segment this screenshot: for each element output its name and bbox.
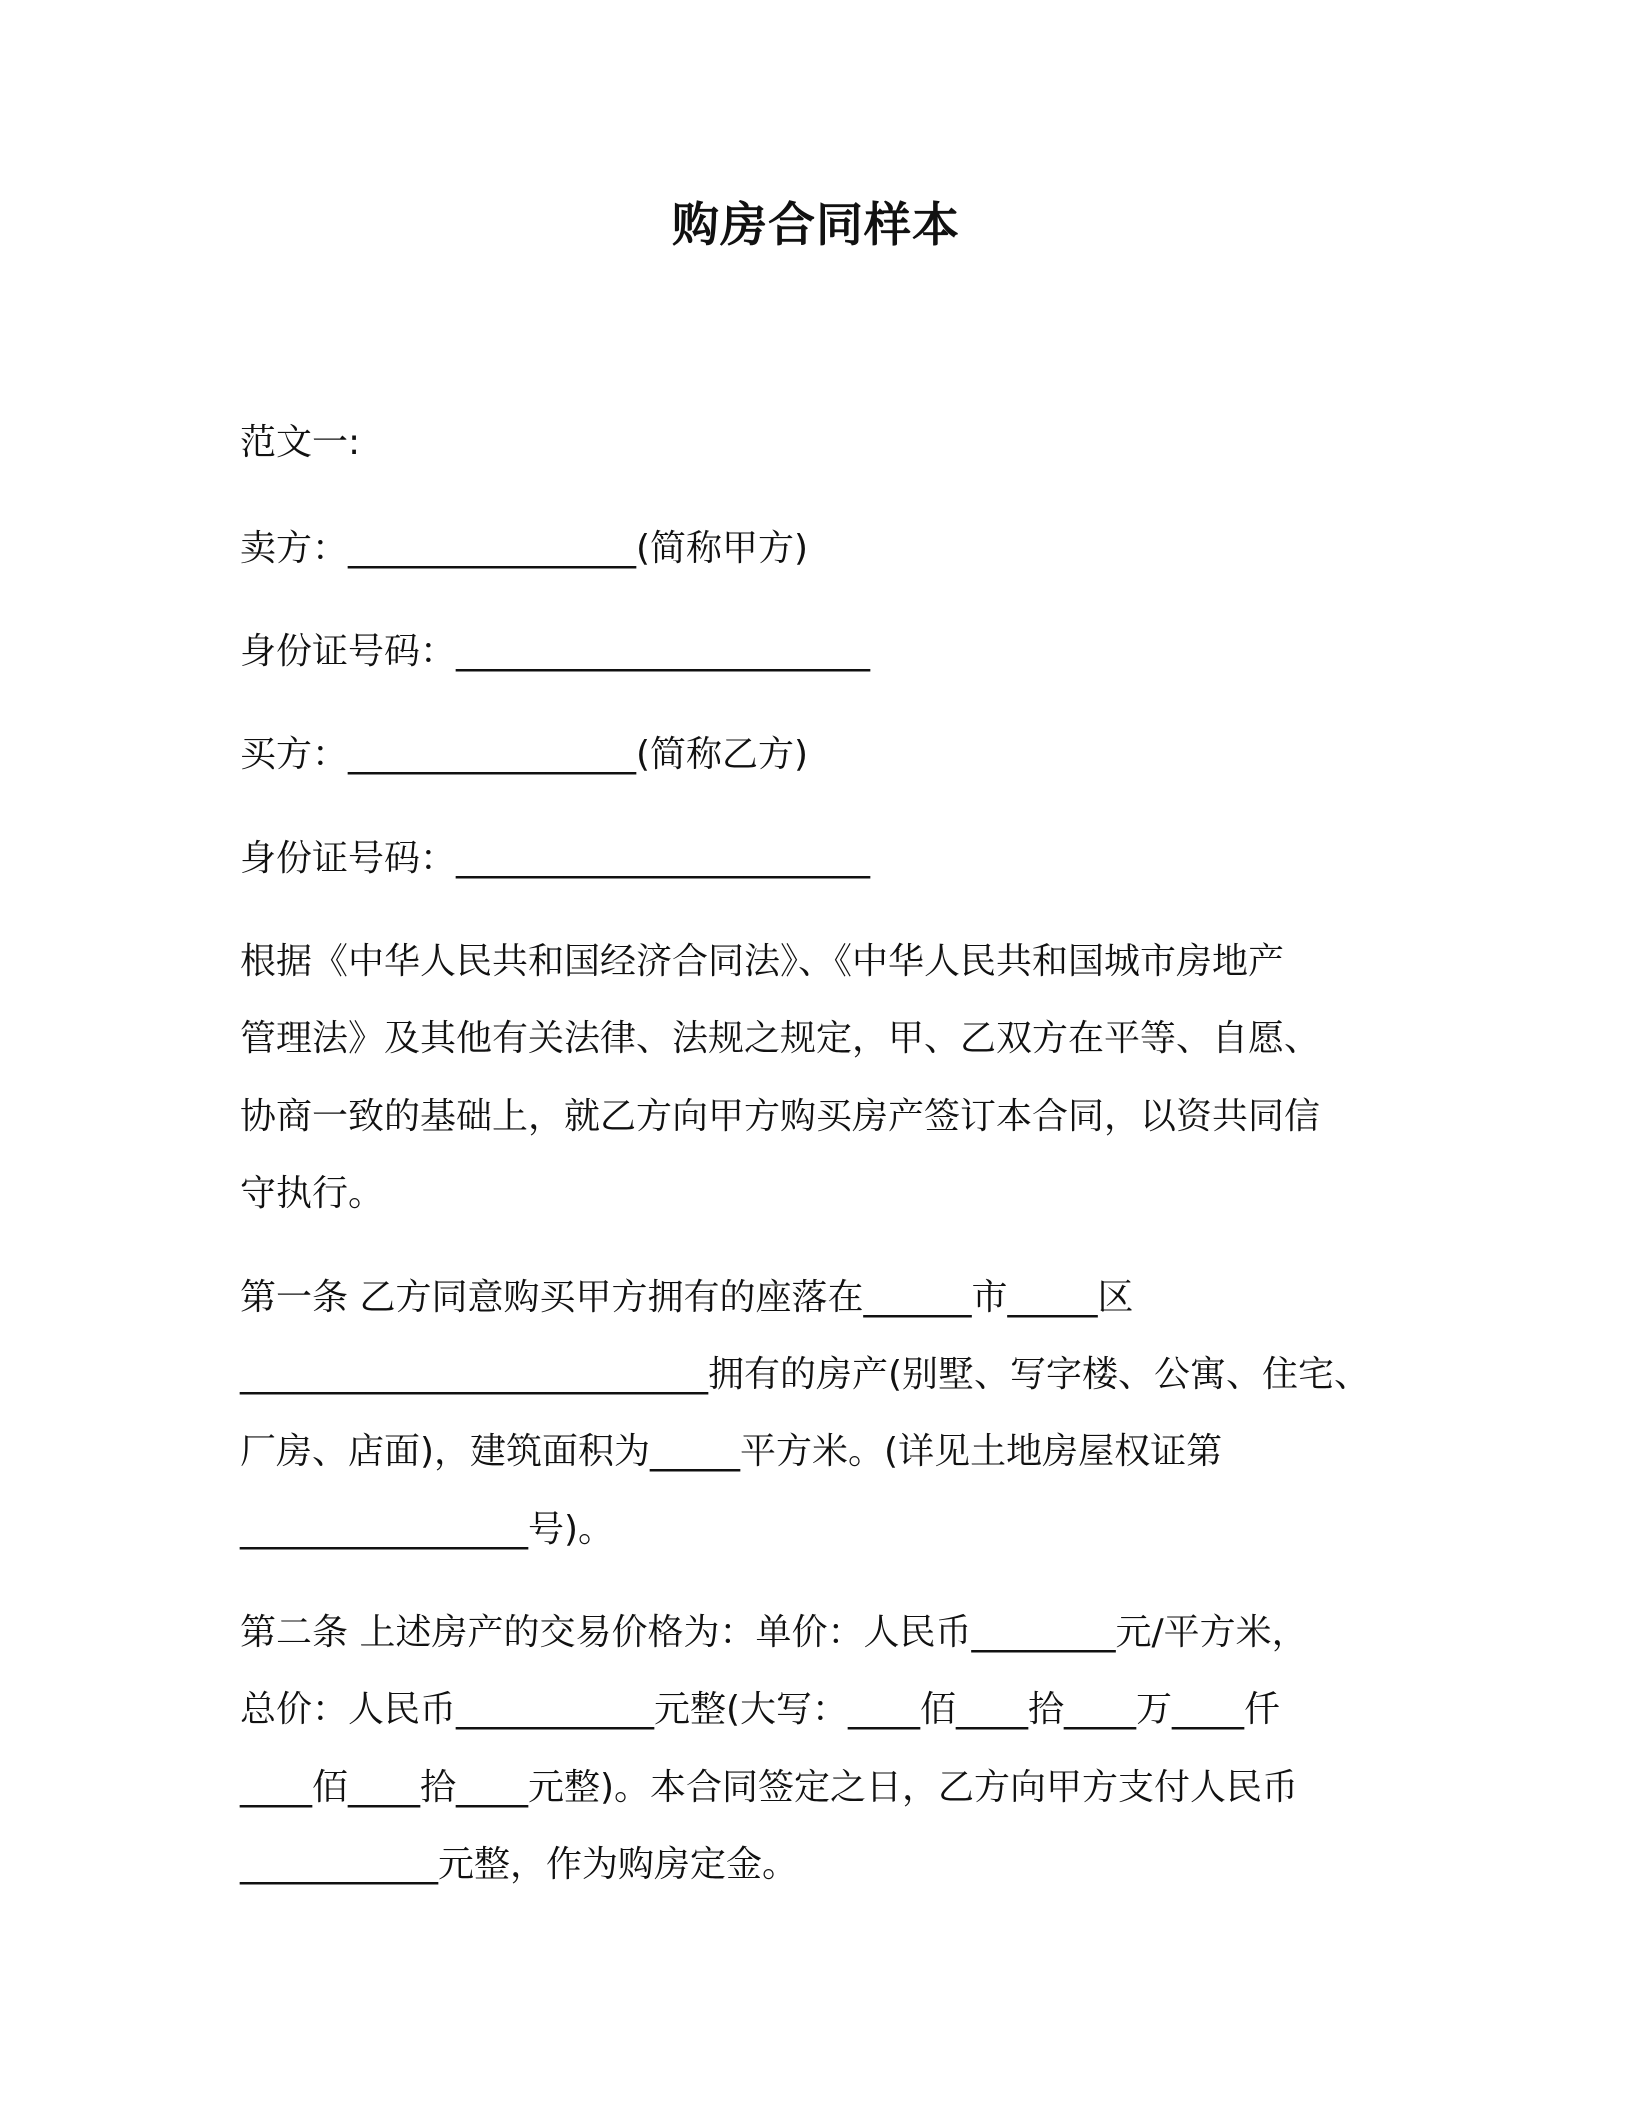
article-2-line: 第二条 上述房产的交易价格为：单价：人民币________元/平方米， <box>240 1612 1308 1653</box>
article-2-line: ___________元整，作为购房定金。 <box>240 1844 799 1885</box>
document-title: 购房合同样本 <box>672 198 960 253</box>
article-2-line: 总价：人民币___________元整(大写：____佰____拾____万____仟 <box>240 1689 1281 1730</box>
article-1-line: __________________________拥有的房产(别墅、写字楼、公寓、住宅、 <box>240 1354 1371 1395</box>
article-1-line: 第一条 乙方同意购买甲方拥有的座落在______市_____区 <box>240 1277 1134 1318</box>
preamble-line: 协商一致的基础上，就乙方向甲方购买房产签订本合同，以资共同信 <box>240 1096 1321 1137</box>
sample-label: 范文一: <box>240 422 361 463</box>
preamble-line: 管理法》及其他有关法律、法规之规定，甲、乙双方在平等、自愿、 <box>240 1018 1321 1059</box>
article-2-line: ____佰____拾____元整)。本合同签定之日，乙方向甲方支付人民币 <box>240 1767 1299 1808</box>
article-1-line: 厂房、店面)，建筑面积为_____平方米。(详见土地房屋权证第 <box>240 1431 1223 1472</box>
preamble-line: 守执行。 <box>240 1173 385 1214</box>
article-1-line: ________________号)。 <box>240 1509 615 1550</box>
seller-id-field-line: 身份证号码：_______________________ <box>240 631 871 672</box>
buyer-id-field-line: 身份证号码：_______________________ <box>240 838 871 879</box>
preamble-line: 根据《中华人民共和国经济合同法》、《中华人民共和国城市房地产 <box>240 941 1285 982</box>
seller-field-line: 卖方：________________(简称甲方) <box>240 528 809 569</box>
buyer-field-line: 买方：________________(简称乙方) <box>240 734 809 775</box>
